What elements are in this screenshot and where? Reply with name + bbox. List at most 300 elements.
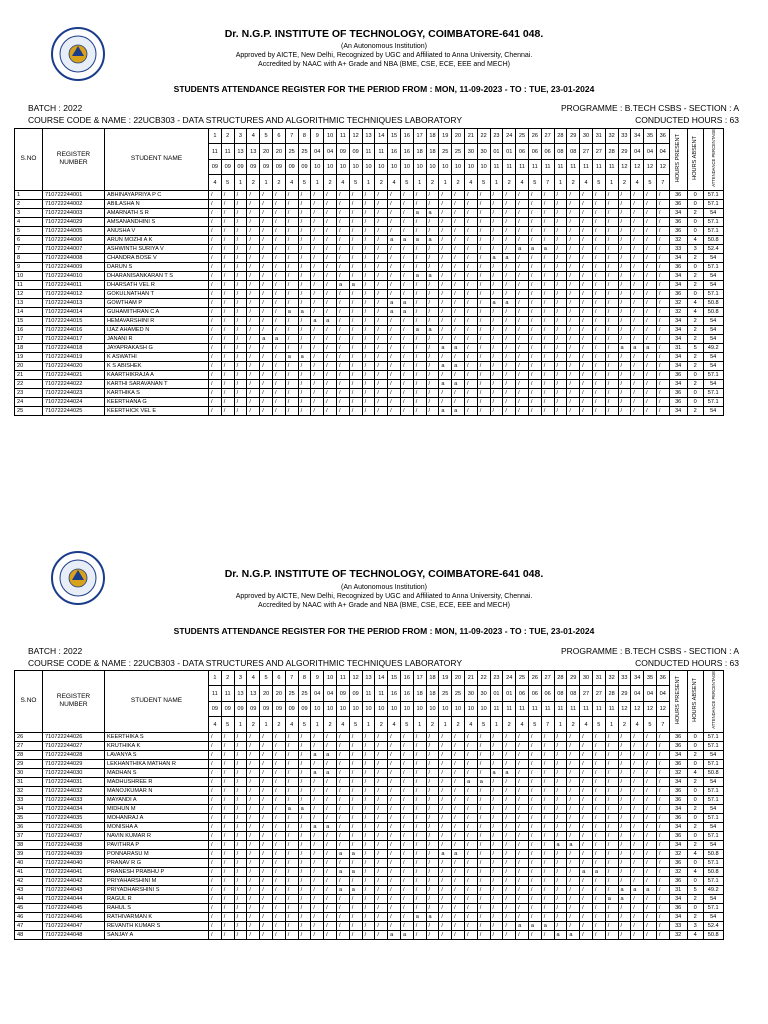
attendance-mark-cell: / bbox=[452, 759, 465, 768]
attendance-mark-cell: / bbox=[362, 262, 375, 271]
attendance-mark-cell: / bbox=[618, 768, 631, 777]
session-months-cell: 10 bbox=[362, 159, 375, 174]
attendance-mark-cell: / bbox=[362, 813, 375, 822]
attendance-mark-cell: / bbox=[336, 894, 349, 903]
session-months-cell: 10 bbox=[388, 159, 401, 174]
register-number-cell: 710722244025 bbox=[43, 406, 105, 415]
attendance-mark-cell: / bbox=[311, 379, 324, 388]
sno-cell: 39 bbox=[15, 849, 43, 858]
attendance-mark-cell: / bbox=[490, 388, 503, 397]
attendance-mark-cell: / bbox=[234, 217, 247, 226]
attendance-mark-cell: / bbox=[464, 388, 477, 397]
attendance-mark-cell: / bbox=[298, 406, 311, 415]
attendance-mark-cell: / bbox=[388, 208, 401, 217]
session-periods-cell: 4 bbox=[336, 717, 349, 732]
attendance-percentage-cell: 57.1 bbox=[703, 858, 723, 867]
hours-present-cell: 36 bbox=[669, 903, 687, 912]
attendance-mark-cell: / bbox=[272, 831, 285, 840]
attendance-mark-cell: / bbox=[285, 912, 298, 921]
attendance-mark-cell: / bbox=[272, 190, 285, 199]
attendance-mark-cell: / bbox=[516, 397, 529, 406]
attendance-mark-cell: / bbox=[388, 244, 401, 253]
attendance-mark-cell: / bbox=[567, 244, 580, 253]
attendance-mark-cell: / bbox=[516, 298, 529, 307]
student-row bbox=[15, 930, 724, 939]
attendance-mark-cell: / bbox=[209, 858, 222, 867]
attendance-mark-cell: / bbox=[272, 849, 285, 858]
attendance-mark-cell: / bbox=[477, 903, 490, 912]
session-days-cell: 04 bbox=[656, 144, 669, 159]
hours-absent-cell: 2 bbox=[687, 777, 703, 786]
attendance-mark-cell: / bbox=[644, 813, 657, 822]
attendance-mark-cell: / bbox=[272, 732, 285, 741]
attendance-mark-cell: / bbox=[285, 768, 298, 777]
attendance-mark-cell: / bbox=[272, 361, 285, 370]
hours-absent-cell: 2 bbox=[687, 316, 703, 325]
attendance-mark-cell: / bbox=[247, 190, 260, 199]
session-months-cell: 10 bbox=[452, 159, 465, 174]
attendance-mark-cell: / bbox=[554, 768, 567, 777]
attendance-mark-cell: / bbox=[298, 777, 311, 786]
attendance-mark-cell: / bbox=[618, 325, 631, 334]
attendance-mark-cell: / bbox=[452, 930, 465, 939]
attendance-mark-cell: a bbox=[477, 777, 490, 786]
attendance-mark-cell: / bbox=[362, 316, 375, 325]
attendance-mark-cell: / bbox=[618, 226, 631, 235]
attendance-mark-cell: / bbox=[426, 379, 439, 388]
session-periods-cell: 5 bbox=[400, 175, 413, 190]
session-numbers-cell: 27 bbox=[541, 129, 554, 144]
attendance-mark-cell: / bbox=[567, 894, 580, 903]
attendance-mark-cell: / bbox=[247, 388, 260, 397]
attendance-mark-cell: / bbox=[413, 894, 426, 903]
attendance-mark-cell: / bbox=[400, 208, 413, 217]
attendance-mark-cell: / bbox=[260, 307, 273, 316]
student-row bbox=[15, 226, 724, 235]
session-days-cell: 25 bbox=[439, 144, 452, 159]
attendance-mark-cell: / bbox=[400, 732, 413, 741]
attendance-mark-cell: / bbox=[618, 334, 631, 343]
attendance-mark-cell: / bbox=[336, 271, 349, 280]
session-periods-cell: 2 bbox=[618, 175, 631, 190]
student-row bbox=[15, 388, 724, 397]
sno-cell: 10 bbox=[15, 271, 43, 280]
attendance-mark-cell: / bbox=[272, 235, 285, 244]
attendance-percentage-cell: 49.2 bbox=[703, 343, 723, 352]
attendance-mark-cell: / bbox=[580, 759, 593, 768]
attendance-mark-cell: / bbox=[490, 795, 503, 804]
hours-present-cell: 34 bbox=[669, 280, 687, 289]
attendance-mark-cell: / bbox=[541, 768, 554, 777]
attendance-mark-cell: / bbox=[580, 235, 593, 244]
attendance-mark-cell: / bbox=[234, 759, 247, 768]
sno-cell: 40 bbox=[15, 858, 43, 867]
sno-cell: 22 bbox=[15, 379, 43, 388]
attendance-mark-cell: / bbox=[464, 397, 477, 406]
attendance-mark-cell: / bbox=[554, 370, 567, 379]
attendance-mark-cell: / bbox=[413, 804, 426, 813]
attendance-mark-cell: / bbox=[247, 930, 260, 939]
attendance-mark-cell: / bbox=[413, 298, 426, 307]
session-days-cell: 25 bbox=[285, 144, 298, 159]
attendance-mark-cell: / bbox=[298, 316, 311, 325]
attendance-mark-cell: / bbox=[464, 244, 477, 253]
attendance-mark-cell: / bbox=[221, 750, 234, 759]
attendance-mark-cell: / bbox=[592, 876, 605, 885]
attendance-mark-cell: / bbox=[298, 876, 311, 885]
attendance-mark-cell: / bbox=[656, 199, 669, 208]
attendance-mark-cell: / bbox=[247, 226, 260, 235]
attendance-mark-cell: / bbox=[528, 334, 541, 343]
attendance-mark-cell: / bbox=[528, 307, 541, 316]
attendance-mark-cell: / bbox=[298, 217, 311, 226]
attendance-mark-cell: / bbox=[528, 768, 541, 777]
student-name-cell: REVANTH KUMAR S bbox=[105, 921, 209, 930]
attendance-mark-cell: / bbox=[234, 379, 247, 388]
attendance-mark-cell: / bbox=[221, 768, 234, 777]
attendance-mark-cell: / bbox=[324, 388, 337, 397]
attendance-mark-cell: / bbox=[426, 289, 439, 298]
session-periods-cell: 2 bbox=[426, 717, 439, 732]
attendance-mark-cell: / bbox=[631, 822, 644, 831]
session-numbers-cell: 30 bbox=[580, 129, 593, 144]
attendance-mark-cell: / bbox=[285, 795, 298, 804]
student-row bbox=[15, 867, 724, 876]
attendance-mark-cell: / bbox=[605, 271, 618, 280]
attendance-mark-cell: / bbox=[644, 352, 657, 361]
attendance-mark-cell: / bbox=[618, 741, 631, 750]
course-label: COURSE CODE & NAME : 22UCB303 - DATA STRUCTURES AND ALGORITHMIC TECHNIQUES LABORATORY bbox=[28, 115, 463, 125]
attendance-mark-cell: / bbox=[516, 786, 529, 795]
attendance-mark-cell: / bbox=[324, 903, 337, 912]
session-days-cell: 09 bbox=[336, 686, 349, 701]
attendance-mark-cell: / bbox=[362, 379, 375, 388]
attendance-mark-cell: / bbox=[426, 813, 439, 822]
session-days-cell: 11 bbox=[221, 144, 234, 159]
session-days-cell: 01 bbox=[490, 144, 503, 159]
register-number-cell: 710722244020 bbox=[43, 361, 105, 370]
attendance-mark-cell: / bbox=[554, 316, 567, 325]
session-days-cell: 30 bbox=[477, 144, 490, 159]
attendance-mark-cell: / bbox=[324, 208, 337, 217]
attendance-mark-cell: / bbox=[260, 894, 273, 903]
attendance-mark-cell: / bbox=[656, 343, 669, 352]
session-days-cell: 01 bbox=[503, 686, 516, 701]
attendance-mark-cell: / bbox=[285, 777, 298, 786]
attendance-percentage-cell: 54 bbox=[703, 822, 723, 831]
attendance-mark-cell: / bbox=[554, 361, 567, 370]
session-periods-cell: 4 bbox=[209, 175, 222, 190]
attendance-mark-cell: / bbox=[605, 741, 618, 750]
attendance-mark-cell: / bbox=[311, 244, 324, 253]
sno-cell: 14 bbox=[15, 307, 43, 316]
attendance-mark-cell: / bbox=[554, 235, 567, 244]
attendance-mark-cell: / bbox=[503, 280, 516, 289]
attendance-mark-cell: / bbox=[272, 226, 285, 235]
attendance-mark-cell: / bbox=[490, 190, 503, 199]
attendance-mark-cell: / bbox=[554, 831, 567, 840]
attendance-mark-cell: / bbox=[413, 867, 426, 876]
attendance-mark-cell: / bbox=[516, 361, 529, 370]
sno-cell: 33 bbox=[15, 795, 43, 804]
session-numbers-cell: 12 bbox=[349, 129, 362, 144]
attendance-mark-cell: a bbox=[631, 343, 644, 352]
attendance-mark-cell: / bbox=[503, 343, 516, 352]
attendance-mark-cell: / bbox=[324, 777, 337, 786]
attendance-mark-cell: / bbox=[516, 759, 529, 768]
session-periods-cell: 2 bbox=[426, 175, 439, 190]
attendance-mark-cell: / bbox=[452, 921, 465, 930]
attendance-mark-cell: / bbox=[516, 831, 529, 840]
attendance-mark-cell: / bbox=[375, 759, 388, 768]
attendance-mark-cell: a bbox=[336, 849, 349, 858]
attendance-mark-cell: / bbox=[631, 361, 644, 370]
attendance-mark-cell: / bbox=[221, 903, 234, 912]
attendance-mark-cell: / bbox=[298, 235, 311, 244]
attendance-mark-cell: / bbox=[311, 397, 324, 406]
attendance-mark-cell: / bbox=[464, 289, 477, 298]
student-name-cell: AMARNATH S R bbox=[105, 208, 209, 217]
attendance-mark-cell: / bbox=[336, 298, 349, 307]
attendance-mark-cell: / bbox=[554, 388, 567, 397]
hours-present-cell: 32 bbox=[669, 298, 687, 307]
attendance-mark-cell: / bbox=[541, 849, 554, 858]
register-number-cell: 710722244045 bbox=[43, 903, 105, 912]
session-numbers-cell: 34 bbox=[631, 129, 644, 144]
sno-cell: 28 bbox=[15, 750, 43, 759]
attendance-mark-cell: / bbox=[541, 343, 554, 352]
attendance-mark-cell: / bbox=[311, 894, 324, 903]
attendance-mark-cell: / bbox=[362, 388, 375, 397]
session-months-cell: 11 bbox=[541, 159, 554, 174]
attendance-mark-cell: / bbox=[631, 921, 644, 930]
session-numbers-cell: 11 bbox=[336, 129, 349, 144]
attendance-mark-cell: / bbox=[375, 732, 388, 741]
attendance-mark-cell: / bbox=[375, 271, 388, 280]
attendance-mark-cell: / bbox=[580, 244, 593, 253]
attendance-mark-cell: / bbox=[349, 930, 362, 939]
attendance-mark-cell: / bbox=[439, 397, 452, 406]
hours-present-cell: 33 bbox=[669, 921, 687, 930]
attendance-mark-cell: / bbox=[209, 777, 222, 786]
attendance-mark-cell: / bbox=[477, 867, 490, 876]
attendance-mark-cell: / bbox=[311, 361, 324, 370]
hours-present-cell: 34 bbox=[669, 271, 687, 280]
attendance-mark-cell: / bbox=[272, 262, 285, 271]
sno-cell: 12 bbox=[15, 289, 43, 298]
attendance-mark-cell: a bbox=[618, 885, 631, 894]
attendance-mark-cell: / bbox=[644, 334, 657, 343]
attendance-mark-cell: / bbox=[452, 289, 465, 298]
attendance-mark-cell: / bbox=[375, 361, 388, 370]
session-numbers-cell: 20 bbox=[452, 129, 465, 144]
attendance-mark-cell: / bbox=[234, 370, 247, 379]
attendance-mark-cell: a bbox=[298, 307, 311, 316]
attendance-mark-cell: / bbox=[209, 388, 222, 397]
attendance-mark-cell: / bbox=[554, 406, 567, 415]
attendance-mark-cell: / bbox=[490, 244, 503, 253]
attendance-mark-cell: / bbox=[490, 226, 503, 235]
hours-absent-cell: 4 bbox=[687, 235, 703, 244]
attendance-mark-cell: / bbox=[592, 217, 605, 226]
attendance-mark-cell: / bbox=[285, 235, 298, 244]
attendance-mark-cell: / bbox=[567, 289, 580, 298]
attendance-mark-cell: / bbox=[631, 235, 644, 244]
attendance-mark-cell: / bbox=[413, 768, 426, 777]
student-row bbox=[15, 903, 724, 912]
attendance-mark-cell: / bbox=[490, 741, 503, 750]
attendance-mark-cell: / bbox=[311, 190, 324, 199]
attendance-mark-cell: / bbox=[413, 397, 426, 406]
attendance-mark-cell: / bbox=[234, 271, 247, 280]
student-row bbox=[15, 361, 724, 370]
attendance-mark-cell: / bbox=[260, 289, 273, 298]
attendance-mark-cell: / bbox=[285, 316, 298, 325]
attendance-mark-cell: / bbox=[541, 750, 554, 759]
attendance-mark-cell: / bbox=[221, 208, 234, 217]
attendance-mark-cell: / bbox=[247, 289, 260, 298]
attendance-mark-cell: / bbox=[272, 406, 285, 415]
attendance-mark-cell: / bbox=[541, 235, 554, 244]
session-months-cell: 11 bbox=[554, 159, 567, 174]
attendance-mark-cell: / bbox=[644, 316, 657, 325]
attendance-mark-cell: / bbox=[388, 831, 401, 840]
attendance-mark-cell: / bbox=[605, 208, 618, 217]
attendance-mark-cell: / bbox=[477, 298, 490, 307]
attendance-mark-cell: / bbox=[464, 867, 477, 876]
attendance-mark-cell: / bbox=[554, 244, 567, 253]
attendance-mark-cell: / bbox=[285, 822, 298, 831]
attendance-mark-cell: / bbox=[209, 208, 222, 217]
register-number-cell: 710722244011 bbox=[43, 280, 105, 289]
session-periods-cell: 4 bbox=[285, 717, 298, 732]
attendance-mark-cell: / bbox=[221, 253, 234, 262]
hours-present-cell: 34 bbox=[669, 804, 687, 813]
sno-cell: 35 bbox=[15, 813, 43, 822]
attendance-mark-cell: / bbox=[644, 244, 657, 253]
attendance-mark-cell: / bbox=[516, 885, 529, 894]
attendance-mark-cell: / bbox=[528, 217, 541, 226]
hours-absent-cell: 0 bbox=[687, 876, 703, 885]
attendance-mark-cell: / bbox=[336, 777, 349, 786]
attendance-mark-cell: / bbox=[580, 289, 593, 298]
attendance-mark-cell: / bbox=[592, 813, 605, 822]
attendance-mark-cell: / bbox=[388, 379, 401, 388]
attendance-mark-cell: / bbox=[221, 759, 234, 768]
student-name-cell: MIDHUN M bbox=[105, 804, 209, 813]
attendance-mark-cell: / bbox=[554, 253, 567, 262]
attendance-mark-cell: / bbox=[298, 361, 311, 370]
register-number-cell: 710722244035 bbox=[43, 813, 105, 822]
attendance-mark-cell: / bbox=[503, 307, 516, 316]
attendance-mark-cell: / bbox=[567, 199, 580, 208]
attendance-mark-cell: / bbox=[400, 397, 413, 406]
attendance-mark-cell: / bbox=[656, 750, 669, 759]
attendance-mark-cell: / bbox=[209, 370, 222, 379]
attendance-mark-cell: / bbox=[464, 352, 477, 361]
attendance-mark-cell: / bbox=[567, 795, 580, 804]
attendance-mark-cell: / bbox=[413, 343, 426, 352]
attendance-mark-cell: a bbox=[349, 849, 362, 858]
attendance-mark-cell: / bbox=[464, 903, 477, 912]
attendance-mark-cell: / bbox=[298, 732, 311, 741]
attendance-mark-cell: / bbox=[400, 361, 413, 370]
attendance-percentage-cell: 50.8 bbox=[703, 235, 723, 244]
attendance-mark-cell: / bbox=[567, 831, 580, 840]
attendance-mark-cell: / bbox=[247, 235, 260, 244]
attendance-mark-cell: / bbox=[375, 813, 388, 822]
attendance-mark-cell: / bbox=[605, 858, 618, 867]
attendance-mark-cell: / bbox=[400, 316, 413, 325]
attendance-percentage-cell: 57.1 bbox=[703, 289, 723, 298]
attendance-mark-cell: / bbox=[554, 379, 567, 388]
attendance-mark-cell: / bbox=[452, 325, 465, 334]
attendance-mark-cell: / bbox=[464, 298, 477, 307]
attendance-mark-cell: / bbox=[349, 813, 362, 822]
attendance-mark-cell: / bbox=[516, 370, 529, 379]
student-row bbox=[15, 822, 724, 831]
attendance-mark-cell: / bbox=[567, 867, 580, 876]
attendance-mark-cell: / bbox=[644, 732, 657, 741]
attendance-mark-cell: / bbox=[221, 388, 234, 397]
attendance-mark-cell: / bbox=[464, 849, 477, 858]
attendance-mark-cell: / bbox=[516, 388, 529, 397]
attendance-mark-cell: / bbox=[311, 199, 324, 208]
attendance-mark-cell: / bbox=[375, 262, 388, 271]
attendance-mark-cell: / bbox=[503, 831, 516, 840]
attendance-mark-cell: / bbox=[388, 795, 401, 804]
attendance-mark-cell: / bbox=[464, 858, 477, 867]
attendance-mark-cell: / bbox=[375, 894, 388, 903]
attendance-mark-cell: / bbox=[490, 840, 503, 849]
attendance-mark-cell: / bbox=[375, 307, 388, 316]
attendance-mark-cell: / bbox=[631, 831, 644, 840]
session-days-cell: 13 bbox=[247, 144, 260, 159]
session-periods-cell: 1 bbox=[311, 175, 324, 190]
attendance-mark-cell: / bbox=[452, 217, 465, 226]
attendance-mark-cell: / bbox=[439, 840, 452, 849]
attendance-mark-cell: / bbox=[644, 370, 657, 379]
sno-cell: 2 bbox=[15, 199, 43, 208]
attendance-mark-cell: / bbox=[272, 280, 285, 289]
sno-cell: 19 bbox=[15, 352, 43, 361]
attendance-mark-cell: / bbox=[400, 343, 413, 352]
attendance-mark-cell: / bbox=[592, 912, 605, 921]
attendance-mark-cell: / bbox=[554, 822, 567, 831]
attendance-mark-cell: / bbox=[580, 813, 593, 822]
attendance-mark-cell: / bbox=[375, 352, 388, 361]
session-months-cell: 09 bbox=[260, 701, 273, 716]
attendance-mark-cell: / bbox=[477, 289, 490, 298]
attendance-mark-cell: / bbox=[311, 235, 324, 244]
attendance-mark-cell: / bbox=[349, 732, 362, 741]
attendance-mark-cell: / bbox=[221, 732, 234, 741]
attendance-mark-cell: / bbox=[580, 307, 593, 316]
attendance-mark-cell: / bbox=[413, 822, 426, 831]
attendance-mark-cell: / bbox=[426, 930, 439, 939]
attendance-mark-cell: / bbox=[631, 795, 644, 804]
attendance-mark-cell: / bbox=[490, 316, 503, 325]
attendance-mark-cell: / bbox=[503, 858, 516, 867]
hours-present-cell: 36 bbox=[669, 226, 687, 235]
attendance-mark-cell: / bbox=[324, 343, 337, 352]
attendance-mark-cell: / bbox=[260, 786, 273, 795]
register-number-cell: 710722244041 bbox=[43, 867, 105, 876]
attendance-mark-cell: / bbox=[439, 217, 452, 226]
attendance-mark-cell: a bbox=[413, 208, 426, 217]
attendance-mark-cell: / bbox=[580, 352, 593, 361]
attendance-mark-cell: / bbox=[400, 226, 413, 235]
